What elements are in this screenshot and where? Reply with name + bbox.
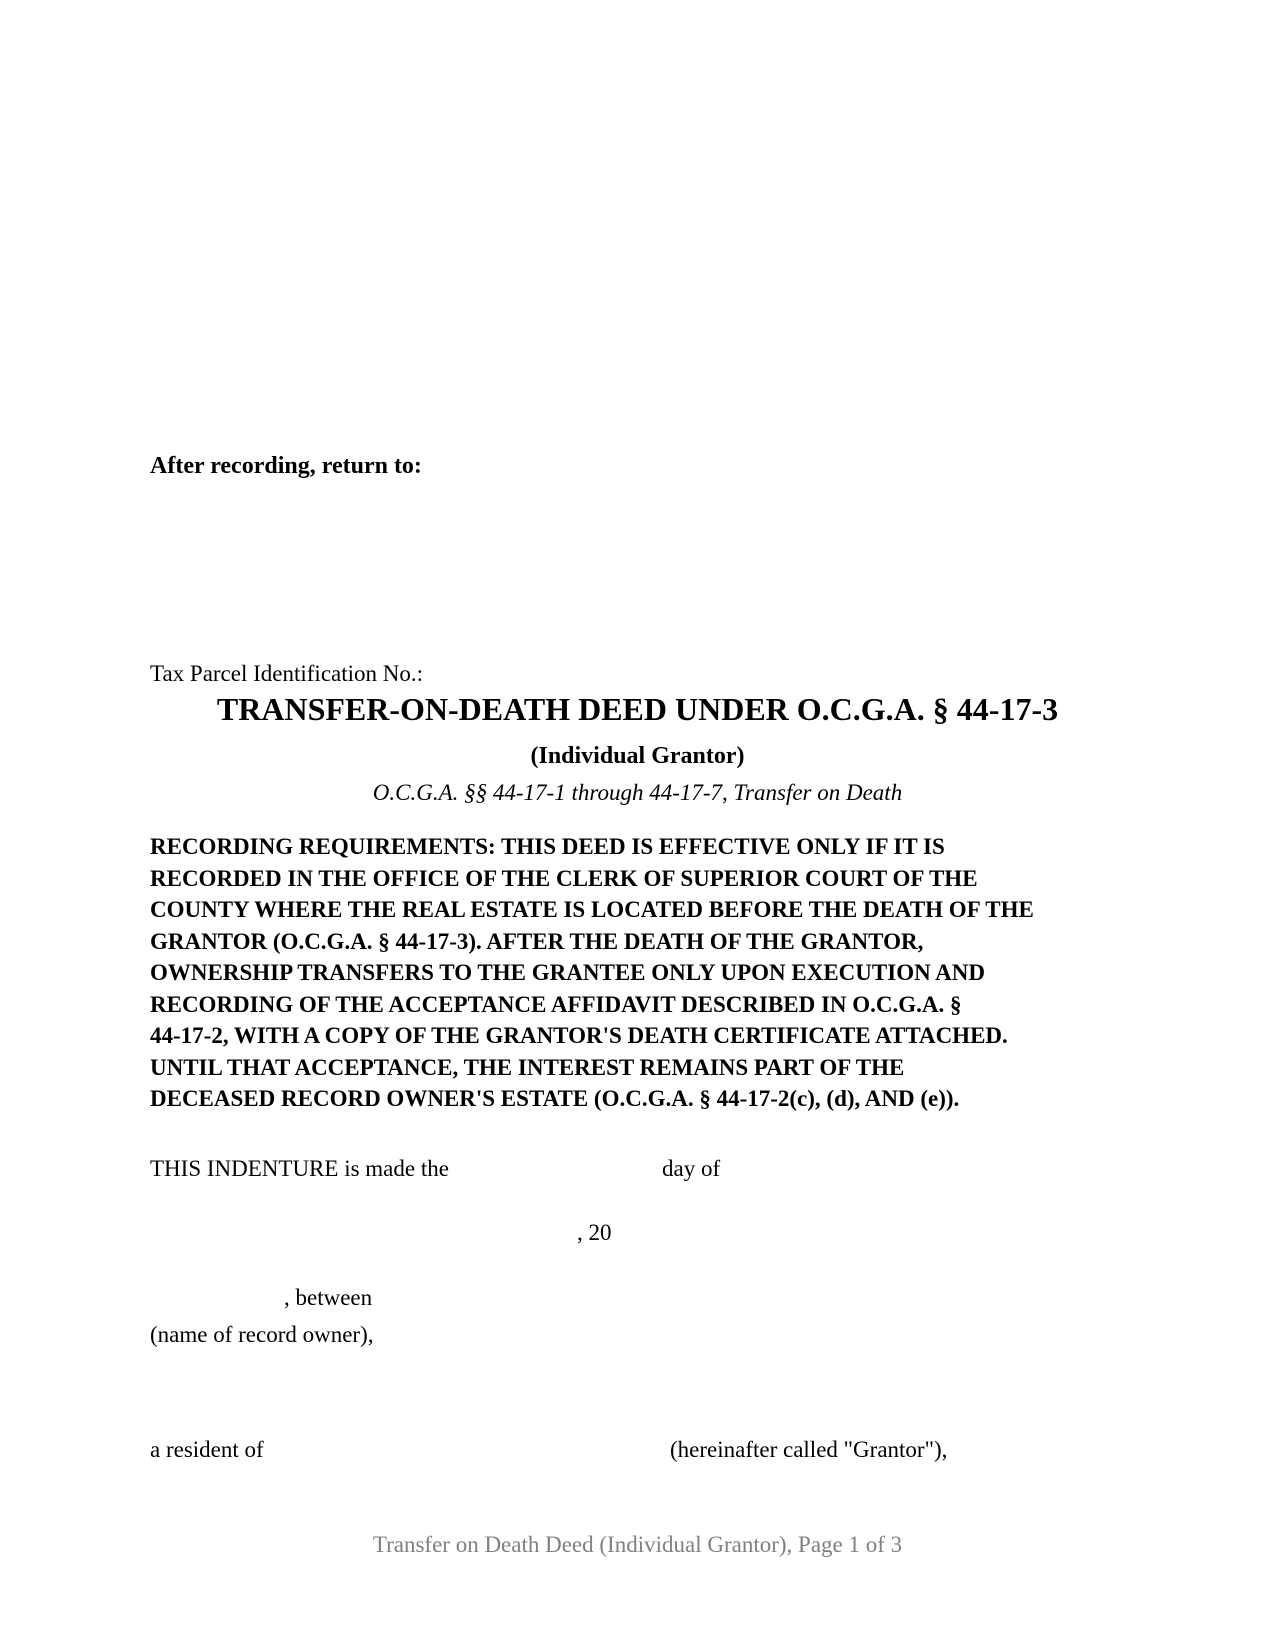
record-owner-hint: (name of record owner), [150, 1322, 374, 1347]
indenture-made-the: THIS INDENTURE is made the [150, 1156, 449, 1181]
requirements-line: RECORDING OF THE ACCEPTANCE AFFIDAVIT DESCRIBED IN O.C.G.A. § [150, 991, 962, 1017]
day-of-label: day of [662, 1156, 721, 1181]
tax-parcel-label: Tax Parcel Identification No.: [150, 661, 424, 686]
requirements-line: RECORDING REQUIREMENTS: THIS DEED IS EFFECTIVE ONLY IF IT IS [150, 834, 945, 859]
document-subtitle: (Individual Grantor) [530, 743, 745, 769]
page-footer: Transfer on Death Deed (Individual Grantor), Page 1 of 3 [372, 1532, 903, 1557]
grantor-definition: (hereinafter called "Grantor"), [670, 1437, 948, 1462]
requirements-line: RECORDED IN THE OFFICE OF THE CLERK OF SUPERIOR COURT OF THE [150, 865, 978, 891]
requirements-line: UNTIL THAT ACCEPTANCE, THE INTEREST REMAINS PART OF THE [150, 1054, 905, 1080]
document-title: TRANSFER-ON-DEATH DEED UNDER O.C.G.A. § 44-17-3 [216, 691, 1059, 727]
statute-citation: O.C.G.A. §§ 44-17-1 through 44-17-7, Transfer on Death [372, 780, 903, 805]
requirements-line: 44-17-2, WITH A COPY OF THE GRANTOR'S DEATH CERTIFICATE ATTACHED. [150, 1023, 1008, 1048]
recording-requirements [150, 831, 1150, 1115]
requirements-line: DECEASED RECORD OWNER'S ESTATE (O.C.G.A. § 44-17-2(c), (d), AND (e)). [150, 1086, 960, 1111]
requirements-line: OWNERSHIP TRANSFERS TO THE GRANTEE ONLY UPON EXECUTION AND [150, 960, 986, 985]
resident-of-label: a resident of [150, 1437, 264, 1462]
year-prefix: , 20 [577, 1220, 612, 1245]
between-label: , between [284, 1285, 373, 1310]
requirements-line: GRANTOR (O.C.G.A. § 44-17-3). AFTER THE DEATH OF THE GRANTOR, [150, 928, 924, 954]
return-to-label: After recording, return to: [150, 453, 422, 479]
requirements-line: COUNTY WHERE THE REAL ESTATE IS LOCATED BEFORE THE DEATH OF THE [150, 897, 1034, 922]
